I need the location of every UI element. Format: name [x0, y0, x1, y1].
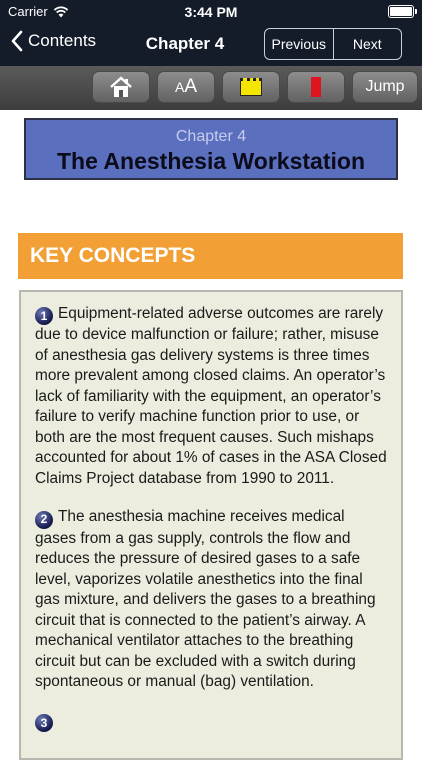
jump-label: Jump	[365, 78, 405, 95]
key-concepts-header: KEY CONCEPTS	[18, 233, 403, 279]
prev-next-control	[264, 28, 402, 60]
concept-number-icon: 3	[35, 714, 53, 732]
back-button[interactable]	[10, 30, 96, 52]
previous-button[interactable]: Previous	[271, 36, 326, 52]
chapter-title: The Anesthesia Workstation	[56, 148, 365, 174]
next-button[interactable]: Next	[333, 29, 402, 59]
home-button[interactable]	[92, 71, 150, 103]
reader-toolbar	[0, 66, 422, 110]
key-concepts-panel	[19, 290, 403, 760]
concept-text: The anesthesia machine receives medical gases from a gas supply, controls the flow and reduces the pressure of desired gases to a safe level, vaporizes volatile anesthetics into the final gas mixture, and delivers the gases to a breathing circuit that is connected to the patient’s airway. A mechanical ventilator attaches to the breathing circuit but can be excluded with a switch during spontaneous or manual (bag) ventilation.	[35, 508, 376, 690]
carrier-label: Carrier	[8, 4, 48, 19]
chapter-heading	[24, 118, 398, 180]
concept-item	[35, 304, 387, 489]
home-icon	[109, 76, 133, 98]
jump-button[interactable]	[352, 71, 418, 103]
highlight-button[interactable]	[222, 71, 280, 103]
bookmark-button[interactable]	[287, 71, 345, 103]
concept-item	[35, 507, 387, 692]
font-size-label: AA	[174, 76, 198, 97]
status-bar	[0, 0, 422, 24]
concept-item	[35, 711, 387, 732]
chapter-subtitle: Chapter 4	[175, 128, 247, 145]
concept-number-icon: 1	[35, 307, 53, 325]
bookmark-icon	[311, 77, 321, 97]
navigation-bar	[0, 0, 422, 66]
status-time: 3:44 PM	[184, 4, 238, 20]
concept-text: Equipment-related adverse outcomes are rarely due to device malfunction or failure; rather, misuse of anesthesia gas delivery systems is three times more prevalent among closed claims. An operator’s lack of familiarity with the equipment, an operator’s failure to verify machine function prior to use, or both are the most frequent causes. Such mishaps accounted for about 1% of cases in the ASA Closed Claims Project database from 1990 to 2011.	[35, 305, 387, 487]
concept-number-icon: 2	[35, 511, 53, 529]
font-size-button[interactable]	[157, 71, 215, 103]
page-title: Chapter 4	[145, 34, 225, 53]
battery-icon	[388, 5, 414, 18]
chevron-left-icon	[10, 30, 24, 52]
highlighter-icon	[240, 78, 262, 96]
back-label: Contents	[28, 31, 97, 50]
